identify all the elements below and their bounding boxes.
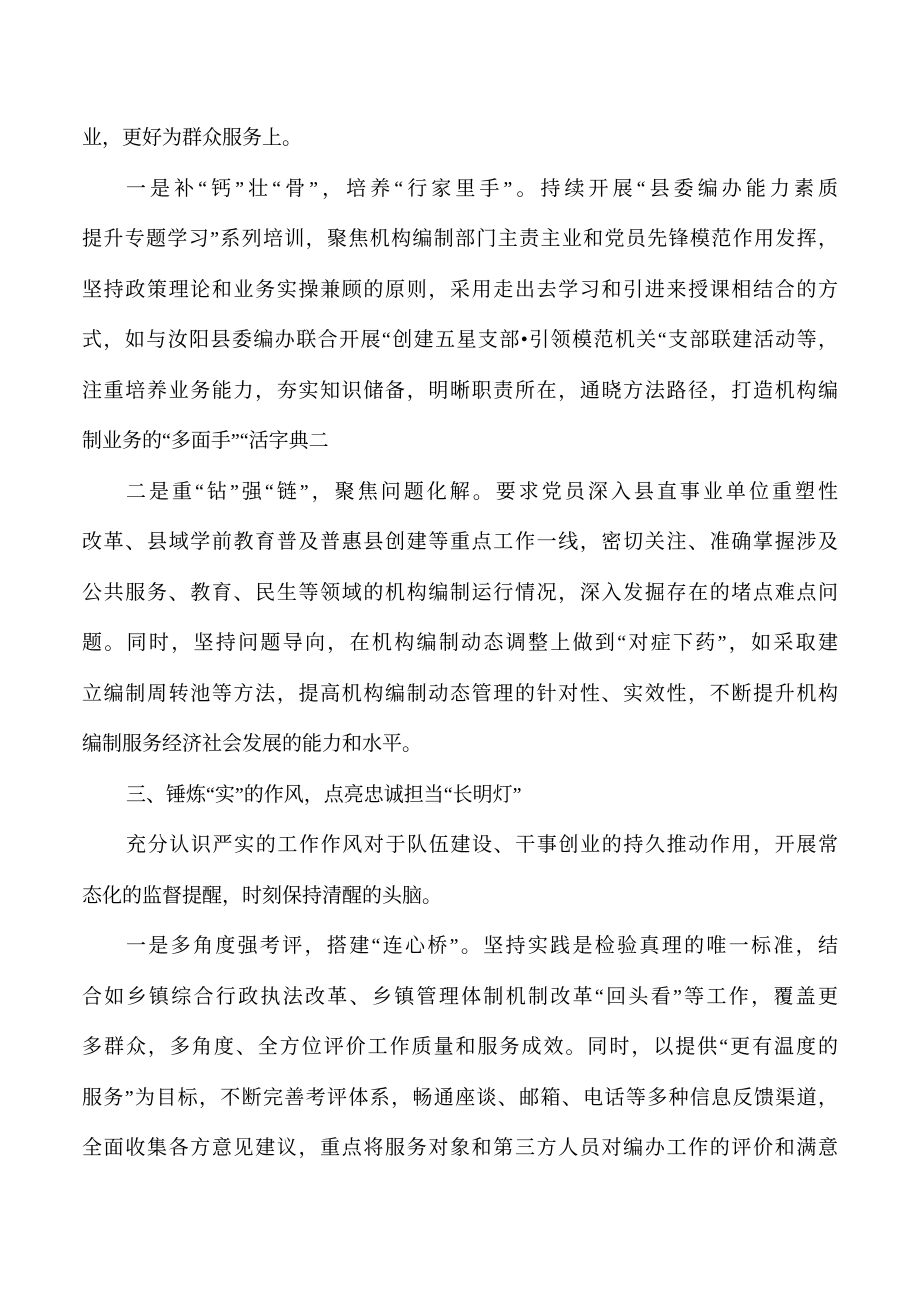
text-line: 式，如与汝阳县委编办联合开展“创建五星支部•引领模范机关“支部联建活动等， [82,329,838,351]
text-line: 改革、县域学前教育普及普惠县创建等重点工作一线，密切关注、准确掌握涉及 [82,531,838,553]
text-line: 合如乡镇综合行政执法改革、乡镇管理体制机制改革“回头看”等工作，覆盖更 [82,985,838,1008]
text-line: 一是多角度强考评，搭建“连心桥”。坚持实践是检验真理的唯一标准，结 [126,935,838,957]
text-line: 全面收集各方意见建议，重点将服务对象和第三方人员对编办工作的评价和满意 [82,1137,838,1159]
text-line: 提升专题学习”系列培训，聚焦机构编制部门主责主业和党员先锋模范作用发挥， [82,228,838,250]
paragraph [82,113,838,164]
text-line: 业，更好为群众服务上。 [82,127,302,149]
text-line: 二是重“钻”强“链”，聚焦问题化解。要求党员深入县直事业单位重塑性 [126,480,838,503]
text-line: 题。同时，坚持问题导向，在机构编制动态调整上做到“对症下药”，如采取建 [82,632,838,654]
text-line: 编制服务经济社会发展的能力和水平。 [82,733,422,755]
text-line: 多群众，多角度、全方位评价工作质量和服务成效。同时，以提供“更有温度的 [82,1036,838,1058]
text-line: 态化的监督提醒，时刻保持清醒的头脑。 [82,884,442,907]
text-line: 立编制周转池等方法，提高机构编制动态管理的针对性、实效性，不断提升机构 [82,682,838,705]
text-line: 制业务的“多面手”“活字典二 [82,430,329,452]
document-body [82,113,838,1174]
text-line: 充分认识严实的工作作风对于队伍建设、干事创业的持久推动作用，开展常 [126,834,838,856]
paragraph [82,921,838,1174]
text-line: 注重培养业务能力，夯实知识储备，明晰职责所在，通晓方法路径，打造机构编 [82,379,838,402]
text-line: 服务”为目标，不断完善考评体系，畅通座谈、邮箱、电话等多种信息反馈渠道， [82,1086,838,1109]
text-line: 坚持政策理论和业务实操兼顾的原则，采用走出去学习和引进来授课相结合的方 [82,278,838,301]
text-line: 三、锤炼“实”的作风，点亮忠诚担当“长明灯” [126,783,522,806]
section-heading [82,770,838,821]
paragraph [82,164,838,467]
text-line: 公共服务、教育、民生等领域的机构编制运行情况，深入发掘存在的堵点难点问 [82,581,838,604]
paragraph [82,820,838,921]
paragraph [82,467,838,770]
text-line: 一是补“钙”壮“骨”，培养“行家里手”。持续开展“县委编办能力素质 [126,177,838,200]
